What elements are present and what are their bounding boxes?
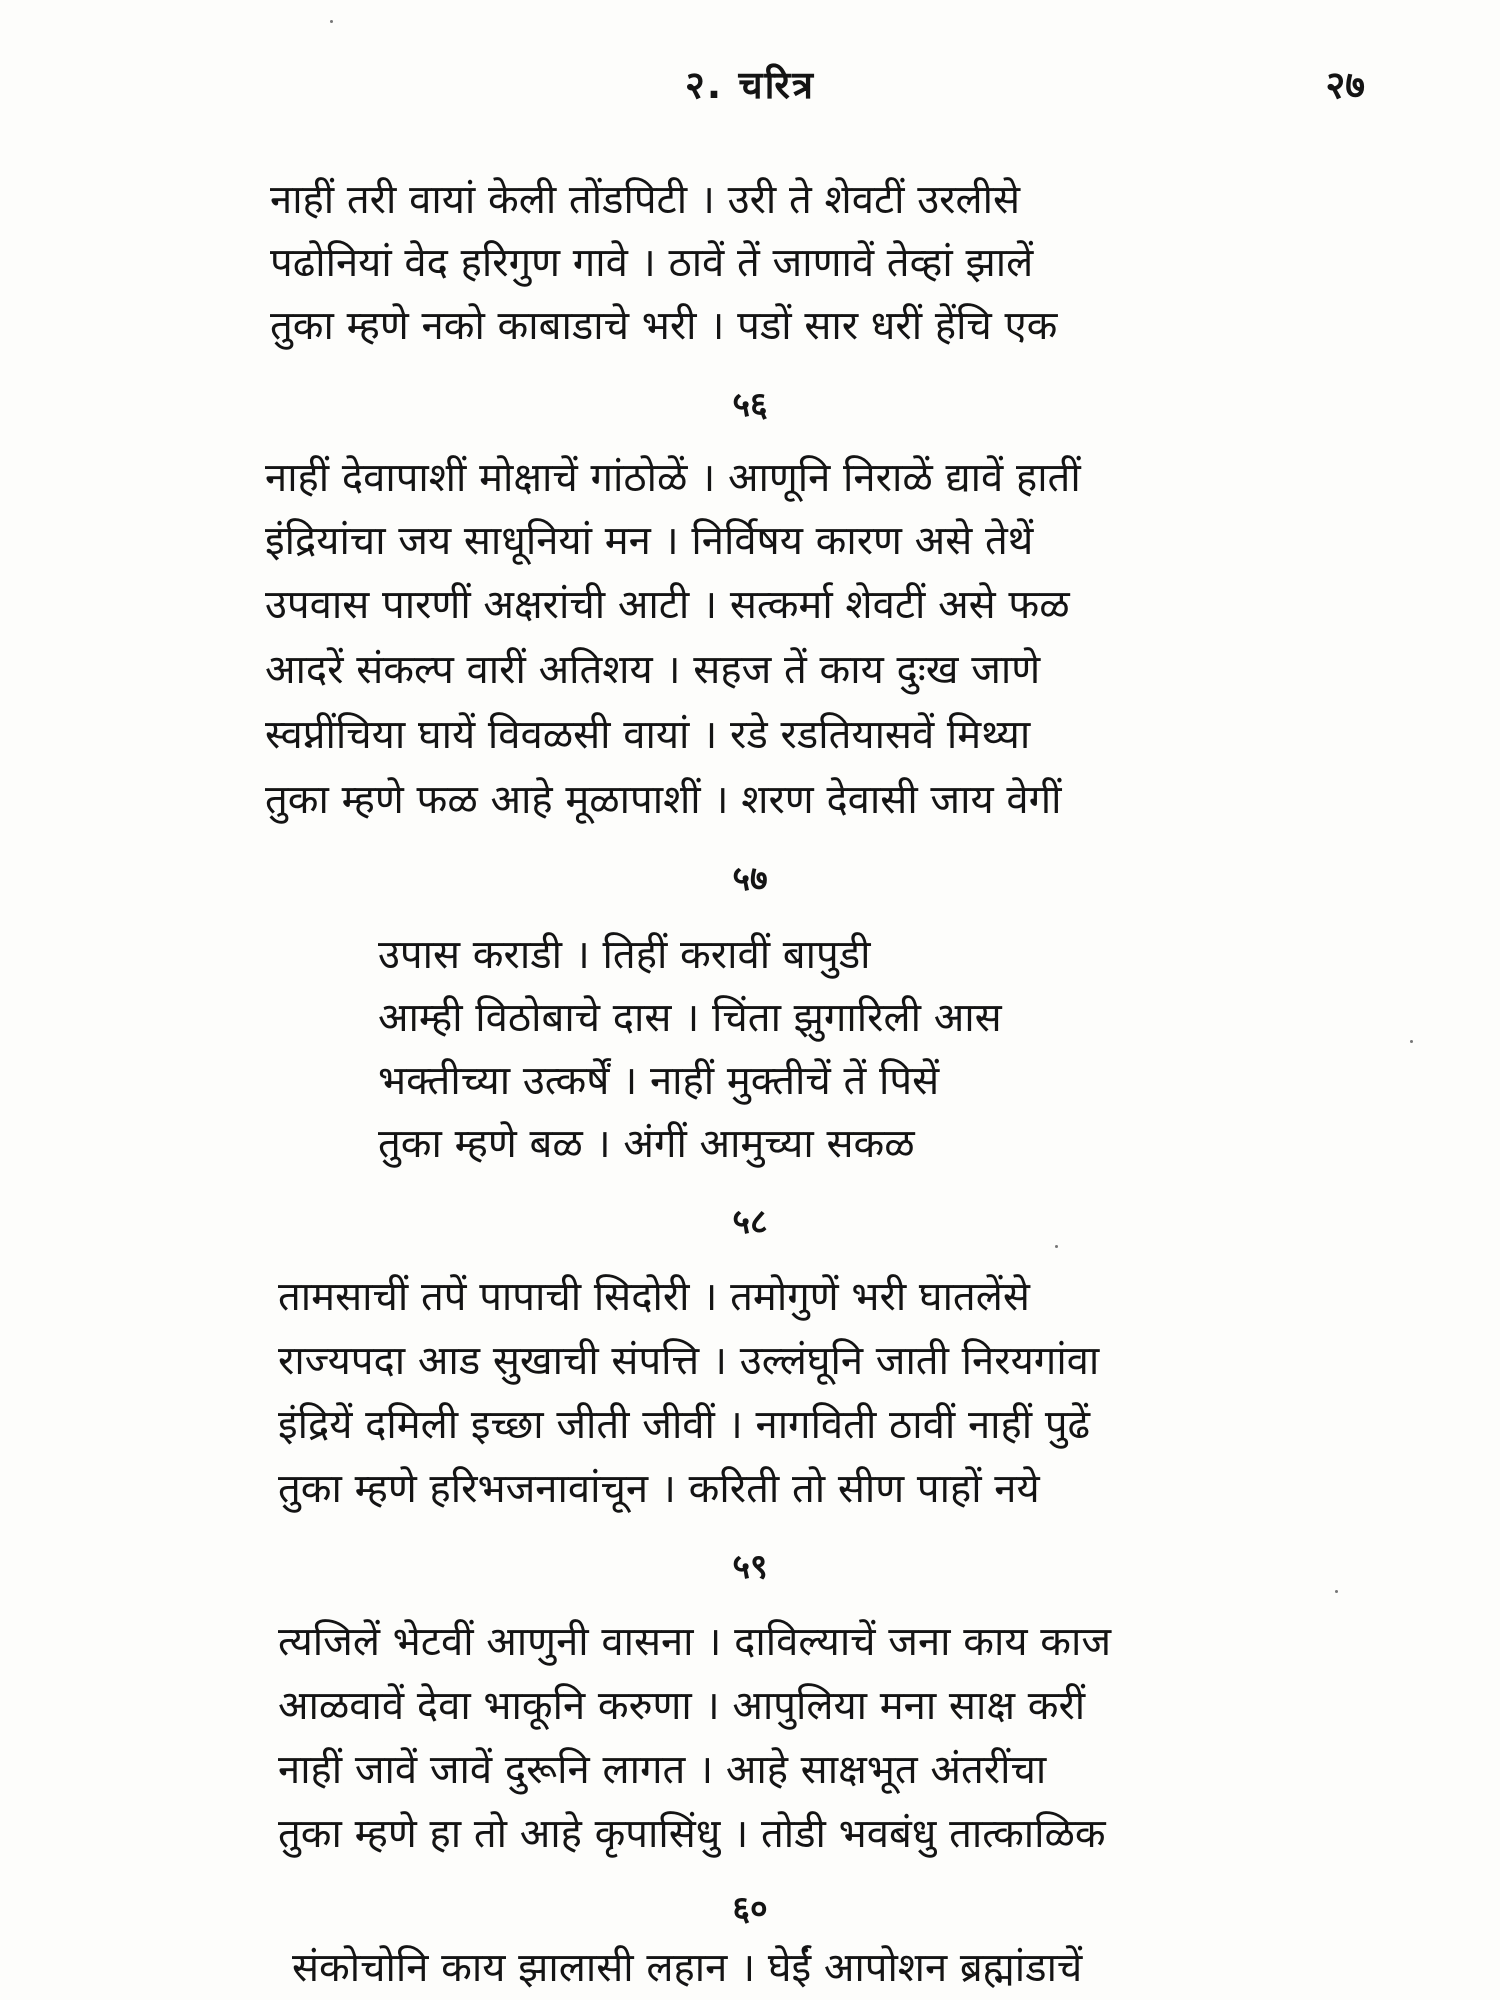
scan-speck xyxy=(1410,1040,1413,1043)
verse-line: स्वप्नींचिया घायें विवळसी वायां । रडे रडतियासवें मिथ्या xyxy=(265,712,1031,758)
verse-line: आळवावें देवा भाकूनि करुणा । आपुलिया मना साक्ष करीं xyxy=(278,1683,1086,1729)
verse-line: राज्यपदा आड सुखाची संपत्ति । उल्लंघूनि जाती निरयगांवा xyxy=(278,1338,1100,1384)
page-number: २७ xyxy=(1325,63,1365,107)
verse-line: इंद्रियें दमिली इच्छा जीती जीवीं । नागविती ठावीं नाहीं पुढें xyxy=(278,1402,1091,1448)
poem-number: ६० xyxy=(732,1889,768,1929)
scan-speck xyxy=(1335,1590,1338,1593)
scan-speck xyxy=(1055,1245,1058,1248)
verse-line: उपास कराडी । तिहीं करावीं बापुडी xyxy=(378,932,871,978)
poem-number: ५७ xyxy=(732,859,768,899)
poem-number: ५९ xyxy=(732,1547,768,1587)
verse-line: तुका म्हणे बळ । अंगीं आमुच्या सकळ xyxy=(378,1121,915,1167)
verse-line: आम्ही विठोबाचे दास । चिंता झुगारिली आस xyxy=(378,995,1002,1041)
verse-line: त्यजिलें भेटवीं आणुनी वासना । दाविल्याचें जना काय काज xyxy=(278,1619,1111,1665)
poem-number: ५६ xyxy=(732,385,768,425)
verse-line: तुका म्हणे फळ आहे मूळापाशीं । शरण देवासी जाय वेगीं xyxy=(265,777,1062,823)
verse-line: तुका म्हणे नको काबाडाचे भरी । पडों सार धरीं हेंचि एक xyxy=(270,303,1058,349)
verse-line: तुका म्हणे हरिभजनावांचून । करिती तो सीण पाहों नये xyxy=(278,1466,1040,1512)
verse-line: संकोचोनि काय झालासी लहान । घेईं आपोशन ब्रह्मांडाचें xyxy=(292,1945,1083,1991)
verse-line: तामसाचीं तपें पापाची सिदोरी । तमोगुणें भरी घातलेंसे xyxy=(278,1274,1030,1320)
verse-line: नाहीं देवापाशीं मोक्षाचें गांठोळें । आणूनि निराळें द्यावें हातीं xyxy=(265,455,1081,501)
verse-line: भक्तीच्या उत्कर्षें । नाहीं मुक्तीचें तें पिसें xyxy=(378,1058,940,1104)
chapter-header: २. चरित्र xyxy=(685,63,815,107)
verse-line: पढोनियां वेद हरिगुण गावे । ठावें तें जाणावें तेव्हां झालें xyxy=(270,240,1034,286)
verse-line: तुका म्हणे हा तो आहे कृपासिंधु । तोडी भवबंधु तात्काळिक xyxy=(278,1811,1106,1857)
verse-line: आदरें संकल्प वारीं अतिशय । सहज तें काय दुःख जाणे xyxy=(265,647,1041,693)
scan-speck xyxy=(330,20,333,23)
verse-line: नाहीं तरी वायां केली तोंडपिटी । उरी ते शेवटीं उरलीसे xyxy=(270,177,1020,223)
poem-number: ५८ xyxy=(732,1202,768,1242)
verse-line: नाहीं जावें जावें दुरूनि लागत । आहे साक्षभूत अंतरींचा xyxy=(278,1747,1047,1793)
verse-line: इंद्रियांचा जय साधूनियां मन । निर्विषय कारण असे तेथें xyxy=(265,518,1034,564)
verse-line: उपवास पारणीं अक्षरांची आटी । सत्कर्मा शेवटीं असे फळ xyxy=(265,582,1070,628)
